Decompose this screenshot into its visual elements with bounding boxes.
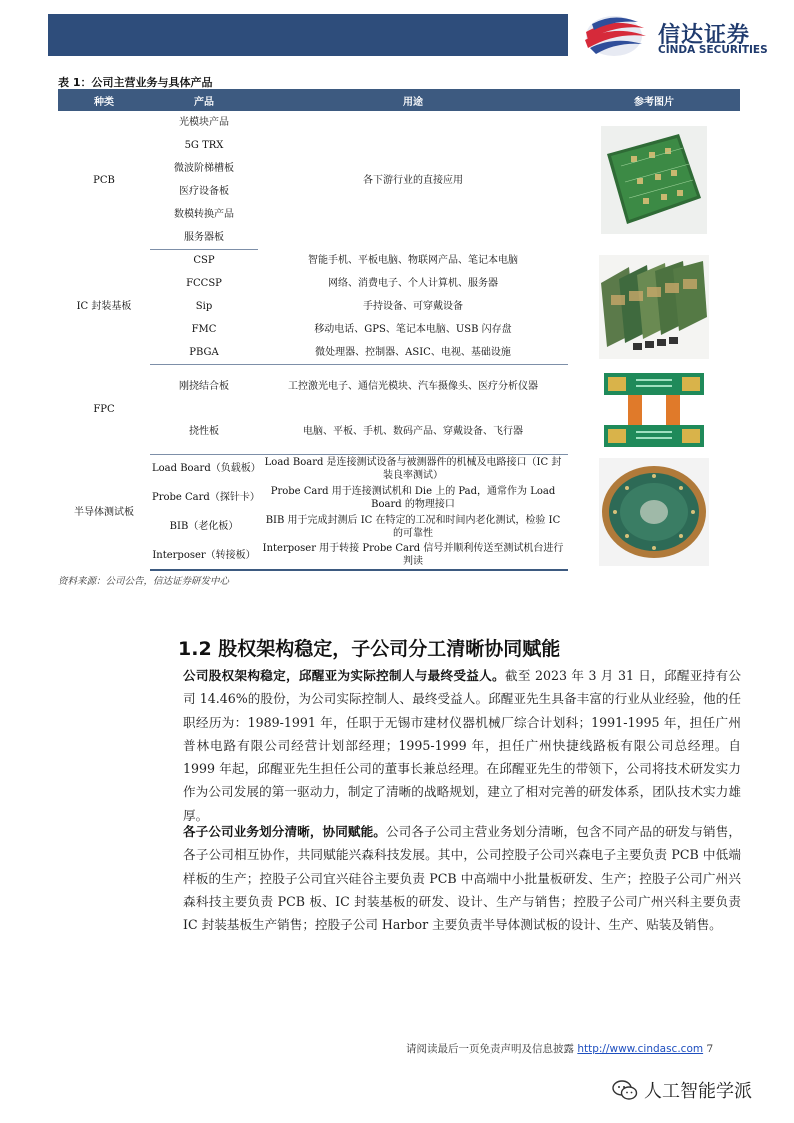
product-cell: FMC <box>191 324 217 335</box>
usage-cell: 手持设备、可穿戴设备 <box>363 301 463 312</box>
header-picture: 参考图片 <box>568 89 740 111</box>
header-banner <box>48 14 568 56</box>
product-cell: 服务器板 <box>150 226 258 249</box>
header-usage: 用途 <box>258 89 568 111</box>
page-number: 7 <box>706 1043 714 1055</box>
product-cell: PBGA <box>150 341 258 364</box>
watermark-text: 人工智能学派 <box>644 1081 752 1102</box>
usage-cell: 工控激光电子、通信光模块、汽车摄像头、医疗分析仪器 <box>288 381 538 393</box>
table-source: 资料来源：公司公告，信达证券研发中心 <box>58 576 230 587</box>
product-cell: 光模块产品 <box>179 117 229 128</box>
usage-cell: 网络、消费电子、个人计算机、服务器 <box>328 278 498 289</box>
usage-cell: 移动电话、GPS、笔记本电脑、USB 闪存盘 <box>314 324 512 335</box>
fpc-picture <box>568 364 740 454</box>
product-cell: Probe Card（探针卡） <box>152 492 260 503</box>
product-cell: Interposer（转接板） <box>150 541 258 570</box>
usage-cell: BIB 用于完成封测后 IC 在特定的工况和时间内老化测试，检验 IC 的可靠性 <box>265 514 561 539</box>
products-table <box>58 89 740 571</box>
wechat-icon <box>612 1079 638 1101</box>
paragraph-lead: 公司股权架构稳定，邱醒亚为实际控制人与最终受益人。 <box>183 668 505 683</box>
ic-picture <box>568 249 740 364</box>
usage-cell: Probe Card 用于连接测试机和 Die 上的 Pad，通常作为 Load Board 的物理接口 <box>270 485 556 510</box>
usage-cell: 电脑、平板、手机、数码产品、穿戴设备、飞行器 <box>258 409 568 454</box>
paragraph-lead: 各子公司业务划分清晰，协同赋能。 <box>183 824 386 839</box>
product-cell: 5G TRX <box>184 140 224 151</box>
logo-en-text: CINDA SECURITIES <box>658 44 768 56</box>
pcb-picture <box>568 111 740 249</box>
usage-cell: Interposer 用于转接 Probe Card 信号并顺利传送至测试机台进行判读 <box>258 541 568 570</box>
paragraph-subsidiaries <box>183 820 741 936</box>
product-cell: Sip <box>195 301 213 312</box>
product-cell: 挠性板 <box>150 409 258 454</box>
logo-cn-text: 信达证券 <box>658 23 751 48</box>
header-category: 种类 <box>58 89 150 111</box>
company-logo <box>580 14 780 58</box>
product-cell: Load Board（负载板） <box>152 463 261 475</box>
cinda-globe-icon <box>580 14 650 58</box>
fpc-board-image <box>598 365 710 453</box>
pcb-board-image <box>601 126 707 234</box>
category-fpc: FPC <box>93 403 115 415</box>
footer-disclaimer: 请阅读最后一页免责声明及信息披露 <box>406 1043 574 1055</box>
footer-url-link[interactable]: http://www.cindasc.com <box>577 1043 704 1055</box>
product-cell: 数模转换产品 <box>174 209 234 220</box>
category-pcb: PCB <box>93 174 115 186</box>
product-cell: FCCSP <box>186 278 222 289</box>
ic-substrate-image <box>599 255 709 359</box>
paragraph-body: 公司各子公司主营业务划分清晰，包含不同产品的研发与销售，各子公司相互协作，共同赋能兴森科技发展。其中，公司控股子公司兴森电子主要负责 PCB 中低端样板的生产；控股子公司宜兴硅谷主要负责 PCB 中高端中小批量板研发、生产；控股子公司广州兴森科技主要负责 PCB 板、IC 封装基板的研发、设计、生产与销售；控股子公司广州兴科主要负责 IC 封装基板生产销售；控股子公司 Harbor 主要负责半导体测试板的设计、生产、贴装及销售。 <box>183 824 742 933</box>
product-cell: 微波阶梯槽板 <box>174 163 234 174</box>
product-cell: CSP <box>193 255 215 267</box>
usage-cell: Load Board 是连接测试设备与被测器件的机械及电路接口（IC 封装良率测试） <box>264 456 562 481</box>
table-caption: 表 1：公司主营业务与具体产品 <box>58 76 213 89</box>
section-title: 1.2 股权架构稳定，子公司分工清晰协同赋能 <box>178 638 561 660</box>
semi-picture <box>568 454 740 570</box>
watermark <box>612 1076 752 1104</box>
product-cell: 刚挠结合板 <box>179 381 229 393</box>
category-semi: 半导体测试板 <box>74 506 134 518</box>
usage-pcb: 各下游行业的直接应用 <box>363 174 463 186</box>
product-cell: BIB（老化板） <box>169 521 239 532</box>
paragraph-equity <box>183 664 741 827</box>
usage-cell: 智能手机、平板电脑、物联网产品、笔记本电脑 <box>308 255 518 266</box>
page-footer <box>406 1041 713 1056</box>
usage-cell: 微处理器、控制器、ASIC、电视、基础设施 <box>258 341 568 364</box>
category-ic: IC 封装基板 <box>76 301 132 312</box>
product-cell: 医疗设备板 <box>179 186 229 197</box>
header-product: 产品 <box>150 89 258 111</box>
paragraph-body: 截至 2023 年 3 月 31 日，邱醒亚持有公司 14.46%的股份，为公司实际控制人、最终受益人。邱醒亚先生具备丰富的行业从业经验，他的任职经历为：1989-1991 年，任职于无锡市建材仪器机械厂综合计划科；1991-1995 年，担任广州普林电路有限公司经营计划部经理；1995-1999 年，担任广州快捷线路板有限公司总经理。自 1999 年起，邱醒亚先生担任公司的董事长兼总经理。在邱醒亚先生的带领下，公司将技术研发实力作为公司发展的第一驱动力，制定了清晰的战略规划，建立了相对完善的研发体系，团队技术实力雄厚。 <box>183 668 742 823</box>
probe-card-image <box>599 458 709 566</box>
